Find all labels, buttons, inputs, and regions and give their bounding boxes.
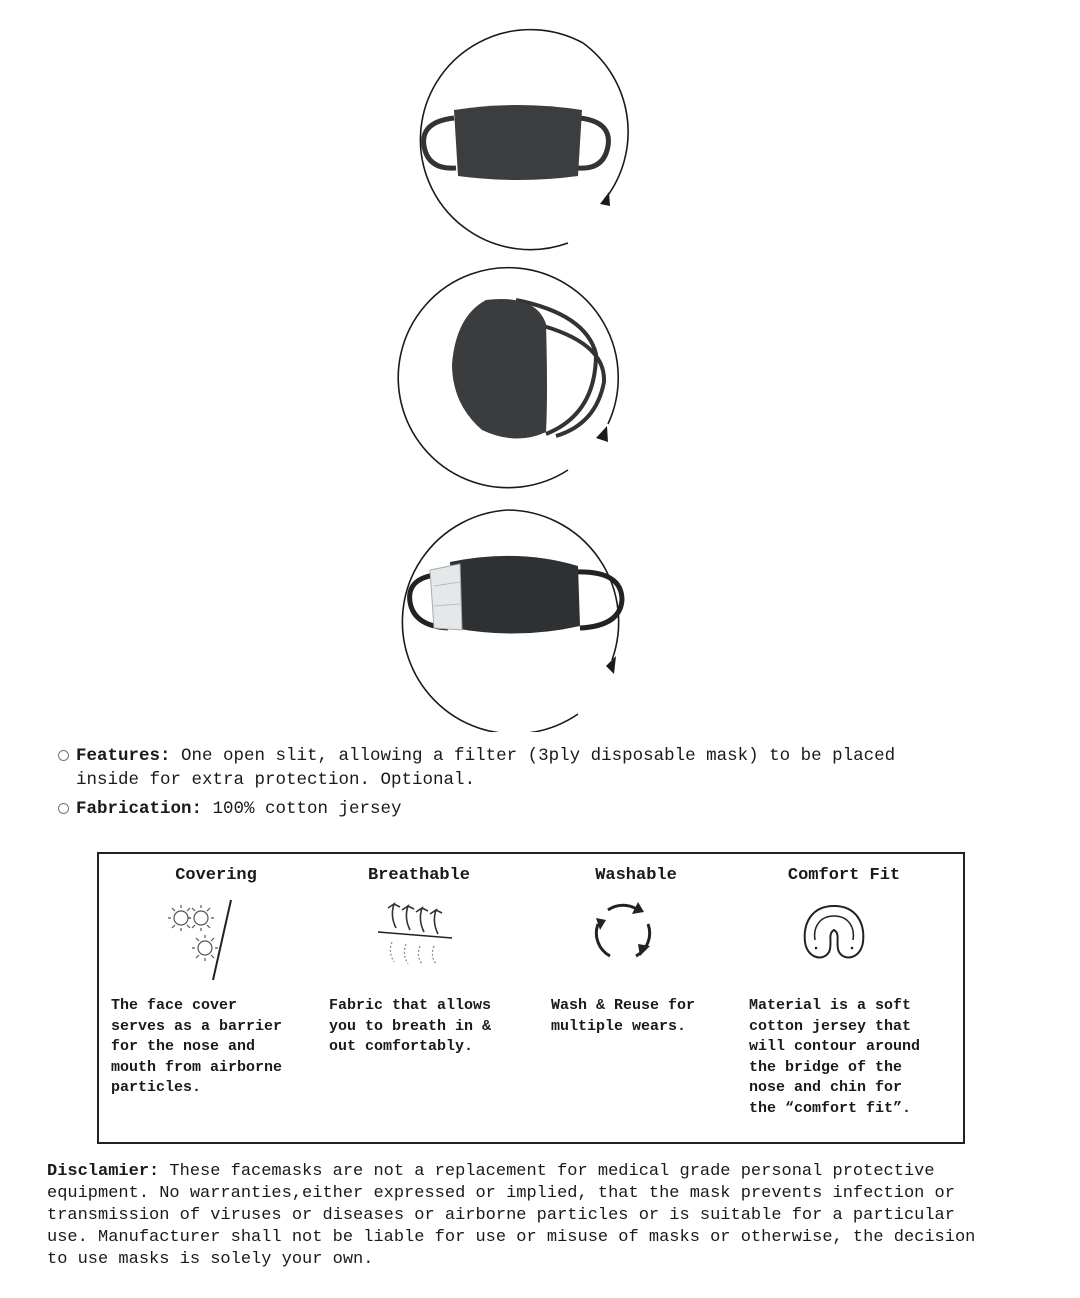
feature-description: Wash & Reuse for multiple wears.	[551, 997, 696, 1035]
feature-description: Material is a soft cotton jersey that will contour around the bridge of the nose and chin for the “comfort fit”.	[749, 997, 921, 1117]
virus-barrier-icon	[167, 898, 247, 989]
feature-breathable	[329, 854, 539, 1142]
feature-comfort-fit	[749, 854, 959, 1142]
feature-title: Covering	[175, 866, 257, 885]
bullet-label: Fabrication:	[76, 799, 203, 819]
feature-covering	[111, 854, 321, 1142]
feature-title: Breathable	[367, 866, 471, 885]
neck-pillow-icon	[799, 898, 869, 973]
bullet-text: 100% cotton jersey	[202, 799, 402, 819]
features-bullet	[58, 744, 1048, 792]
mask-front-view	[398, 18, 638, 258]
bullet-circle-icon	[58, 750, 69, 761]
feature-description: Fabric that allows you to breath in & out comfortably.	[329, 997, 492, 1055]
disclaimer-label: Disclamier:	[47, 1162, 160, 1181]
bullet-label: Features:	[76, 746, 171, 766]
disclaimer	[47, 1161, 1047, 1271]
mask-filter-view	[398, 492, 638, 732]
fabrication-bullet	[58, 797, 1048, 821]
recycle-arrows-icon	[588, 898, 658, 973]
disclaimer-text: These facemasks are not a replacement for medical grade personal protective equipment. No warranties,either expressed or implied, that the mask prevents infection or transmission of viruses or diseases or airborne particles or is suitable for a particular use. Manufacturer shall not be liable for use or misuse of masks or otherwise, the decision to use masks is solely your own.	[47, 1162, 976, 1269]
feature-washable	[551, 854, 751, 1142]
feature-description: The face cover serves as a barrier for the nose and mouth from airborne particles.	[111, 997, 283, 1096]
airflow-icon	[374, 898, 454, 973]
feature-title: Comfort Fit	[787, 866, 901, 885]
feature-title: Washable	[595, 866, 677, 885]
bullet-text: One open slit, allowing a filter (3ply disposable mask) to be placed inside for extra protection. Optional.	[76, 746, 896, 790]
bullet-circle-icon	[58, 803, 69, 814]
spec-list	[58, 744, 1048, 826]
mask-side-view	[396, 264, 636, 504]
feature-table	[97, 852, 965, 1144]
